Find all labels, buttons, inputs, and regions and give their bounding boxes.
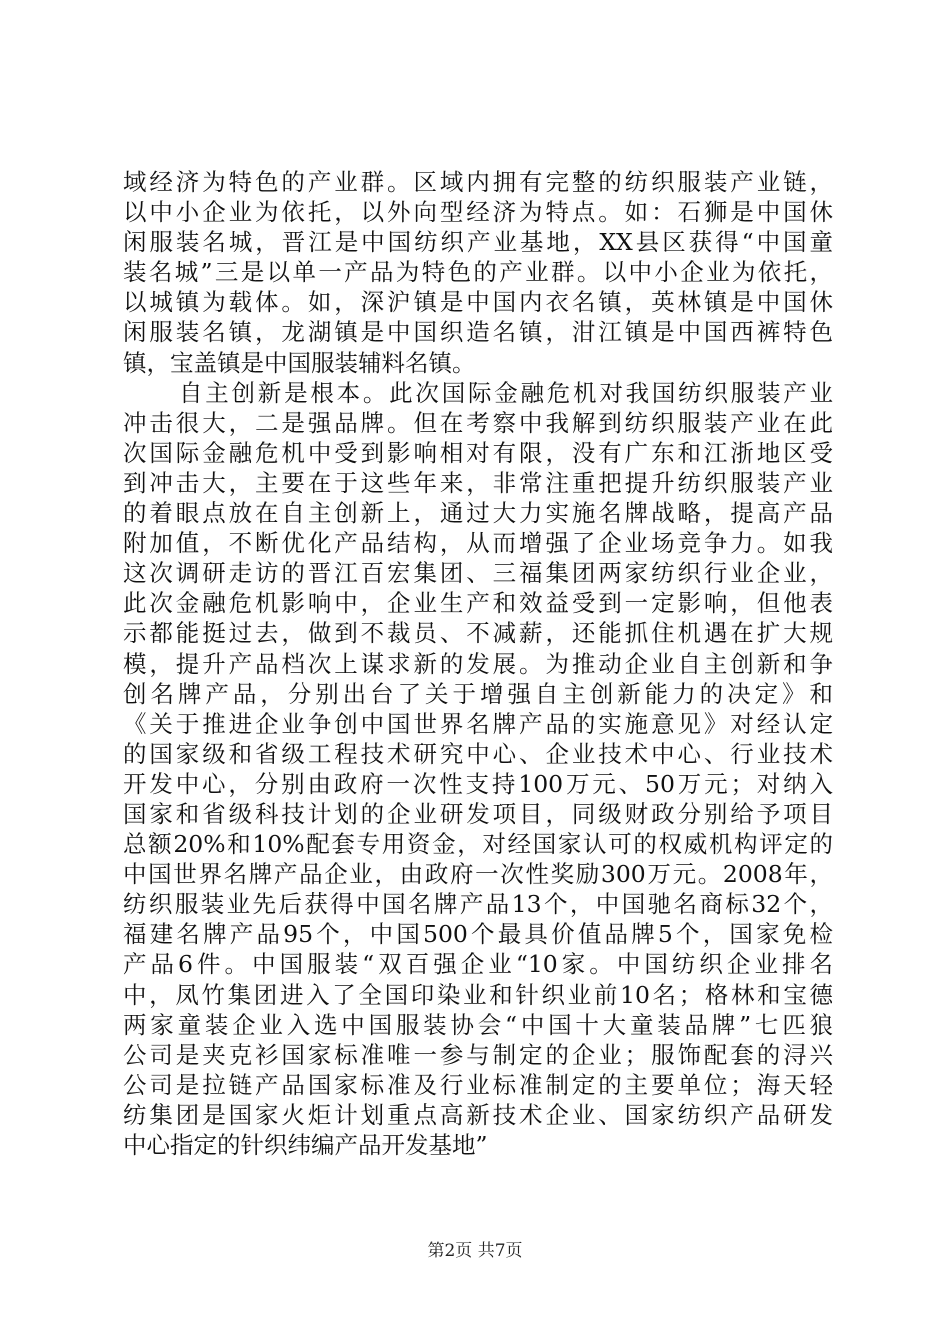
text-line: 中，凤竹集团进入了全国印染业和针织业前10名；格林和宝德 [123, 980, 833, 1009]
text-line: 纺织服装业先后获得中国名牌产品13个，中国驰名商标32个， [123, 890, 833, 919]
text-line: 总额20%和10%配套专用资金，对经国家认可的权威机构评定的 [123, 830, 833, 859]
text-line: 纺集团是国家火炬计划重点高新技术企业、国家纺织产品研发 [123, 1100, 833, 1129]
text-line: 的着眼点放在自主创新上，通过大力实施名牌战略，提高产品 [123, 499, 833, 528]
text-line: 闲服装名镇，龙湖镇是中国织造名镇，泔江镇是中国西裤特色 [123, 318, 833, 347]
text-line: 域经济为特色的产业群。区域内拥有完整的纺织服装产业链， [123, 168, 833, 196]
page-number-footer: 第2页 共7页 [427, 1241, 523, 1261]
text-line: 两家童装企业入选中国服装协会“中国十大童装品牌”七匹狼 [123, 1010, 833, 1039]
text-line: 附加值，不断优化产品结构，从而增强了企业场竞争力。如我 [123, 529, 833, 558]
text-line: 国家和省级科技计划的企业研发项目，同级财政分别给予项目 [123, 799, 833, 828]
text-line: 创名牌产品，分别出台了关于增强自主创新能力的决定》和 [123, 679, 833, 708]
text-line: 闲服装名城，晋江是中国纺织产业基地，XX县区获得“中国童 [123, 228, 833, 257]
text-line: 中国世界名牌产品企业，由政府一次性奖励300万元。2008年， [123, 860, 833, 889]
text-line: 开发中心，分别由政府一次性支持100万元、50万元；对纳入 [123, 769, 833, 798]
body-text [123, 167, 833, 1160]
text-line: 冲击很大，二是强品牌。但在考察中我解到纺织服装产业在此 [123, 408, 833, 437]
text-line: 镇，宝盖镇是中国服装辅料名镇。 [123, 348, 476, 377]
text-line: 公司是夹克衫国家标准唯一参与制定的企业；服饰配套的浔兴 [123, 1040, 833, 1069]
text-line: 模，提升产品档次上谋求新的发展。为推动企业自主创新和争 [123, 649, 833, 678]
text-line: 《关于推进企业争创中国世界名牌产品的实施意见》对经认定 [123, 709, 833, 738]
text-line: 中心指定的针织纬编产品开发基地” [123, 1131, 488, 1159]
text-line: 产品6件。中国服装“双百强企业“10家。中国纺织企业排名 [123, 950, 833, 979]
text-line: 公司是拉链产品国家标准及行业标准制定的主要单位；海天轻 [123, 1070, 833, 1099]
text-line: 的国家级和省级工程技术研究中心、企业技术中心、行业技术 [123, 739, 833, 768]
text-line: 示都能挺过去，做到不裁员、不减薪，还能抓住机遇在扩大规 [123, 619, 833, 648]
text-line: 到冲击大，主要在于这些年来，非常注重把提升纺织服装产业 [123, 468, 833, 497]
text-line: 以城镇为载体。如，深沪镇是中国内衣名镇，英林镇是中国休 [123, 288, 833, 317]
text-line: 此次金融危机影响中，企业生产和效益受到一定影响，但他表 [123, 589, 833, 618]
text-line: 以中小企业为依托，以外向型经济为特点。如：石狮是中国休 [123, 198, 833, 227]
text-line: 这次调研走访的晋江百宏集团、三福集团两家纺织行业企业， [123, 559, 833, 588]
paragraph-start-line: 自主创新是根本。此次国际金融危机对我国纺织服装产业 [179, 378, 833, 407]
text-line: 福建名牌产品95个，中国500个最具价值品牌5个，国家免检 [123, 920, 833, 949]
text-line: 次国际金融危机中受到影响相对有限，没有广东和江浙地区受 [123, 438, 833, 467]
text-line: 装名城”三是以单一产品为特色的产业群。以中小企业为依托， [123, 258, 833, 287]
